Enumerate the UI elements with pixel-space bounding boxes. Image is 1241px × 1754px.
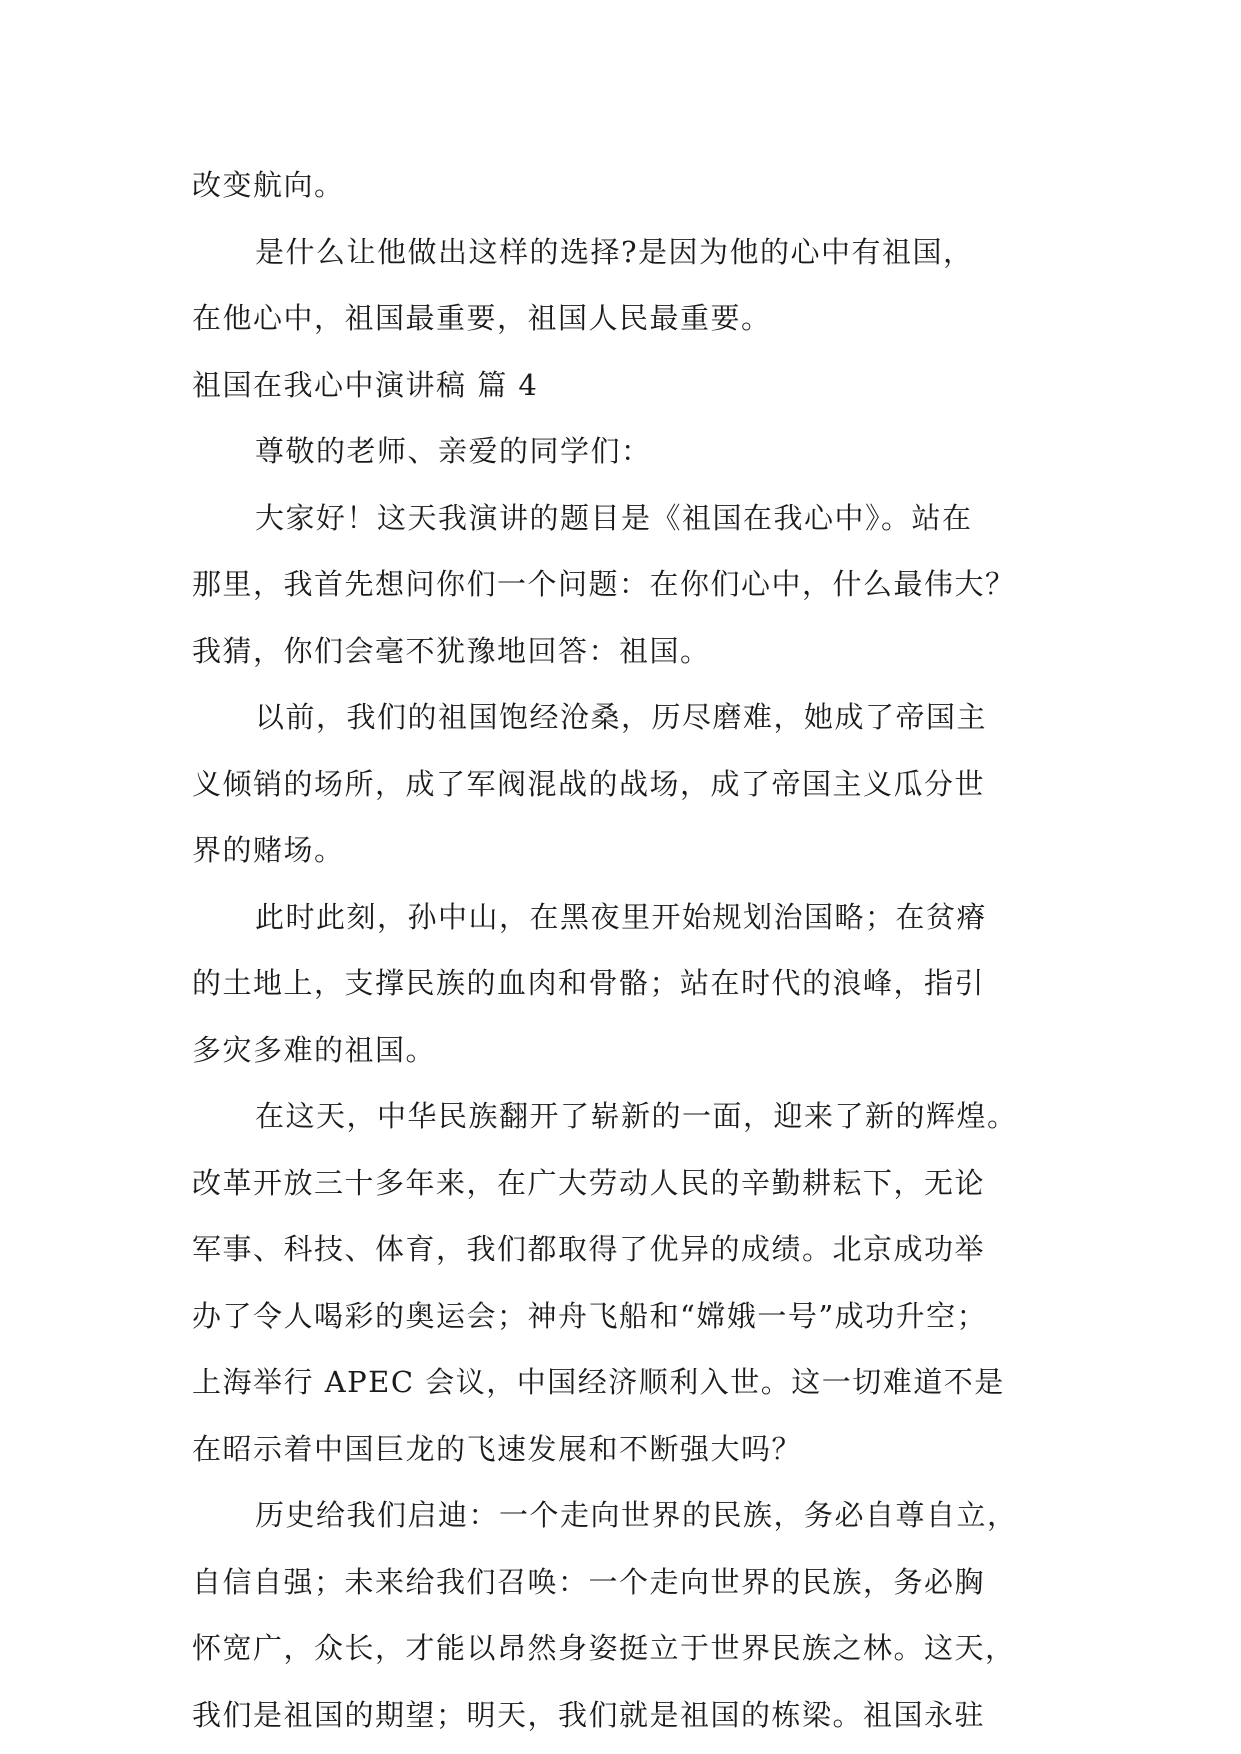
text-line: 的土地上，支撑民族的血肉和骨骼；站在时代的浪峰，指引 xyxy=(192,966,986,1000)
paragraph-first-line: 此时此刻，孙中山，在黑夜里开始规划治国略；在贫瘠 xyxy=(255,899,988,934)
text-line: 自信自强；未来给我们召唤：一个走向世界的民族，务必胸 xyxy=(192,1564,986,1599)
text-line: 界的赌场。 xyxy=(192,833,345,867)
section-heading: 祖国在我心中演讲稿 篇 4 xyxy=(192,367,539,402)
salutation: 尊敬的老师、亲爱的同学们： xyxy=(255,434,652,468)
paragraph-first-line: 历史给我们启迪：一个走向世界的民族，务必自尊自立， xyxy=(255,1498,1018,1532)
text-line: 那里，我首先想问你们一个问题：在你们心中，什么最伟大？ xyxy=(192,567,1016,601)
paragraph-first-line: 是什么让他做出这样的选择?是因为他的心中有祖国， xyxy=(255,234,974,269)
text-line: 怀宽广，众长，才能以昂然身姿挺立于世界民族之林。这天， xyxy=(192,1631,1016,1665)
paragraph-first-line: 以前，我们的祖国饱经沧桑，历尽磨难，她成了帝国主 xyxy=(255,700,988,734)
text-line: 多灾多难的祖国。 xyxy=(192,1032,437,1067)
text-line: 在他心中，祖国最重要，祖国人民最重要。 xyxy=(192,301,772,335)
paragraph-first-line: 大家好！这天我演讲的题目是《祖国在我心中》。站在 xyxy=(255,500,973,535)
text-line: 我们是祖国的期望；明天，我们就是祖国的栋梁。祖国永驻 xyxy=(192,1697,986,1732)
text-line: 我猜，你们会毫不犹豫地回答：祖国。 xyxy=(192,633,711,668)
document-page xyxy=(192,152,1052,1748)
text-line: 改革开放三十多年来，在广大劳动人民的辛勤耕耘下，无论 xyxy=(192,1165,986,1200)
text-line: 上海举行 APEC 会议，中国经济顺利入世。这一切难道不是 xyxy=(192,1365,1005,1399)
text-line: 义倾销的场所，成了军阀混战的战场，成了帝国主义瓜分世 xyxy=(192,766,986,801)
text-line: 办了令人喝彩的奥运会；神舟飞船和“嫦娥一号”成功升空； xyxy=(192,1298,988,1333)
paragraph-first-line: 在这天，中华民族翻开了崭新的一面，迎来了新的辉煌。 xyxy=(255,1099,1018,1133)
text-line: 军事、科技、体育，我们都取得了优异的成绩。北京成功举 xyxy=(192,1232,986,1266)
text-line: 改变航向。 xyxy=(192,168,345,202)
text-line: 在昭示着中国巨龙的飞速发展和不断强大吗？ xyxy=(192,1431,803,1466)
